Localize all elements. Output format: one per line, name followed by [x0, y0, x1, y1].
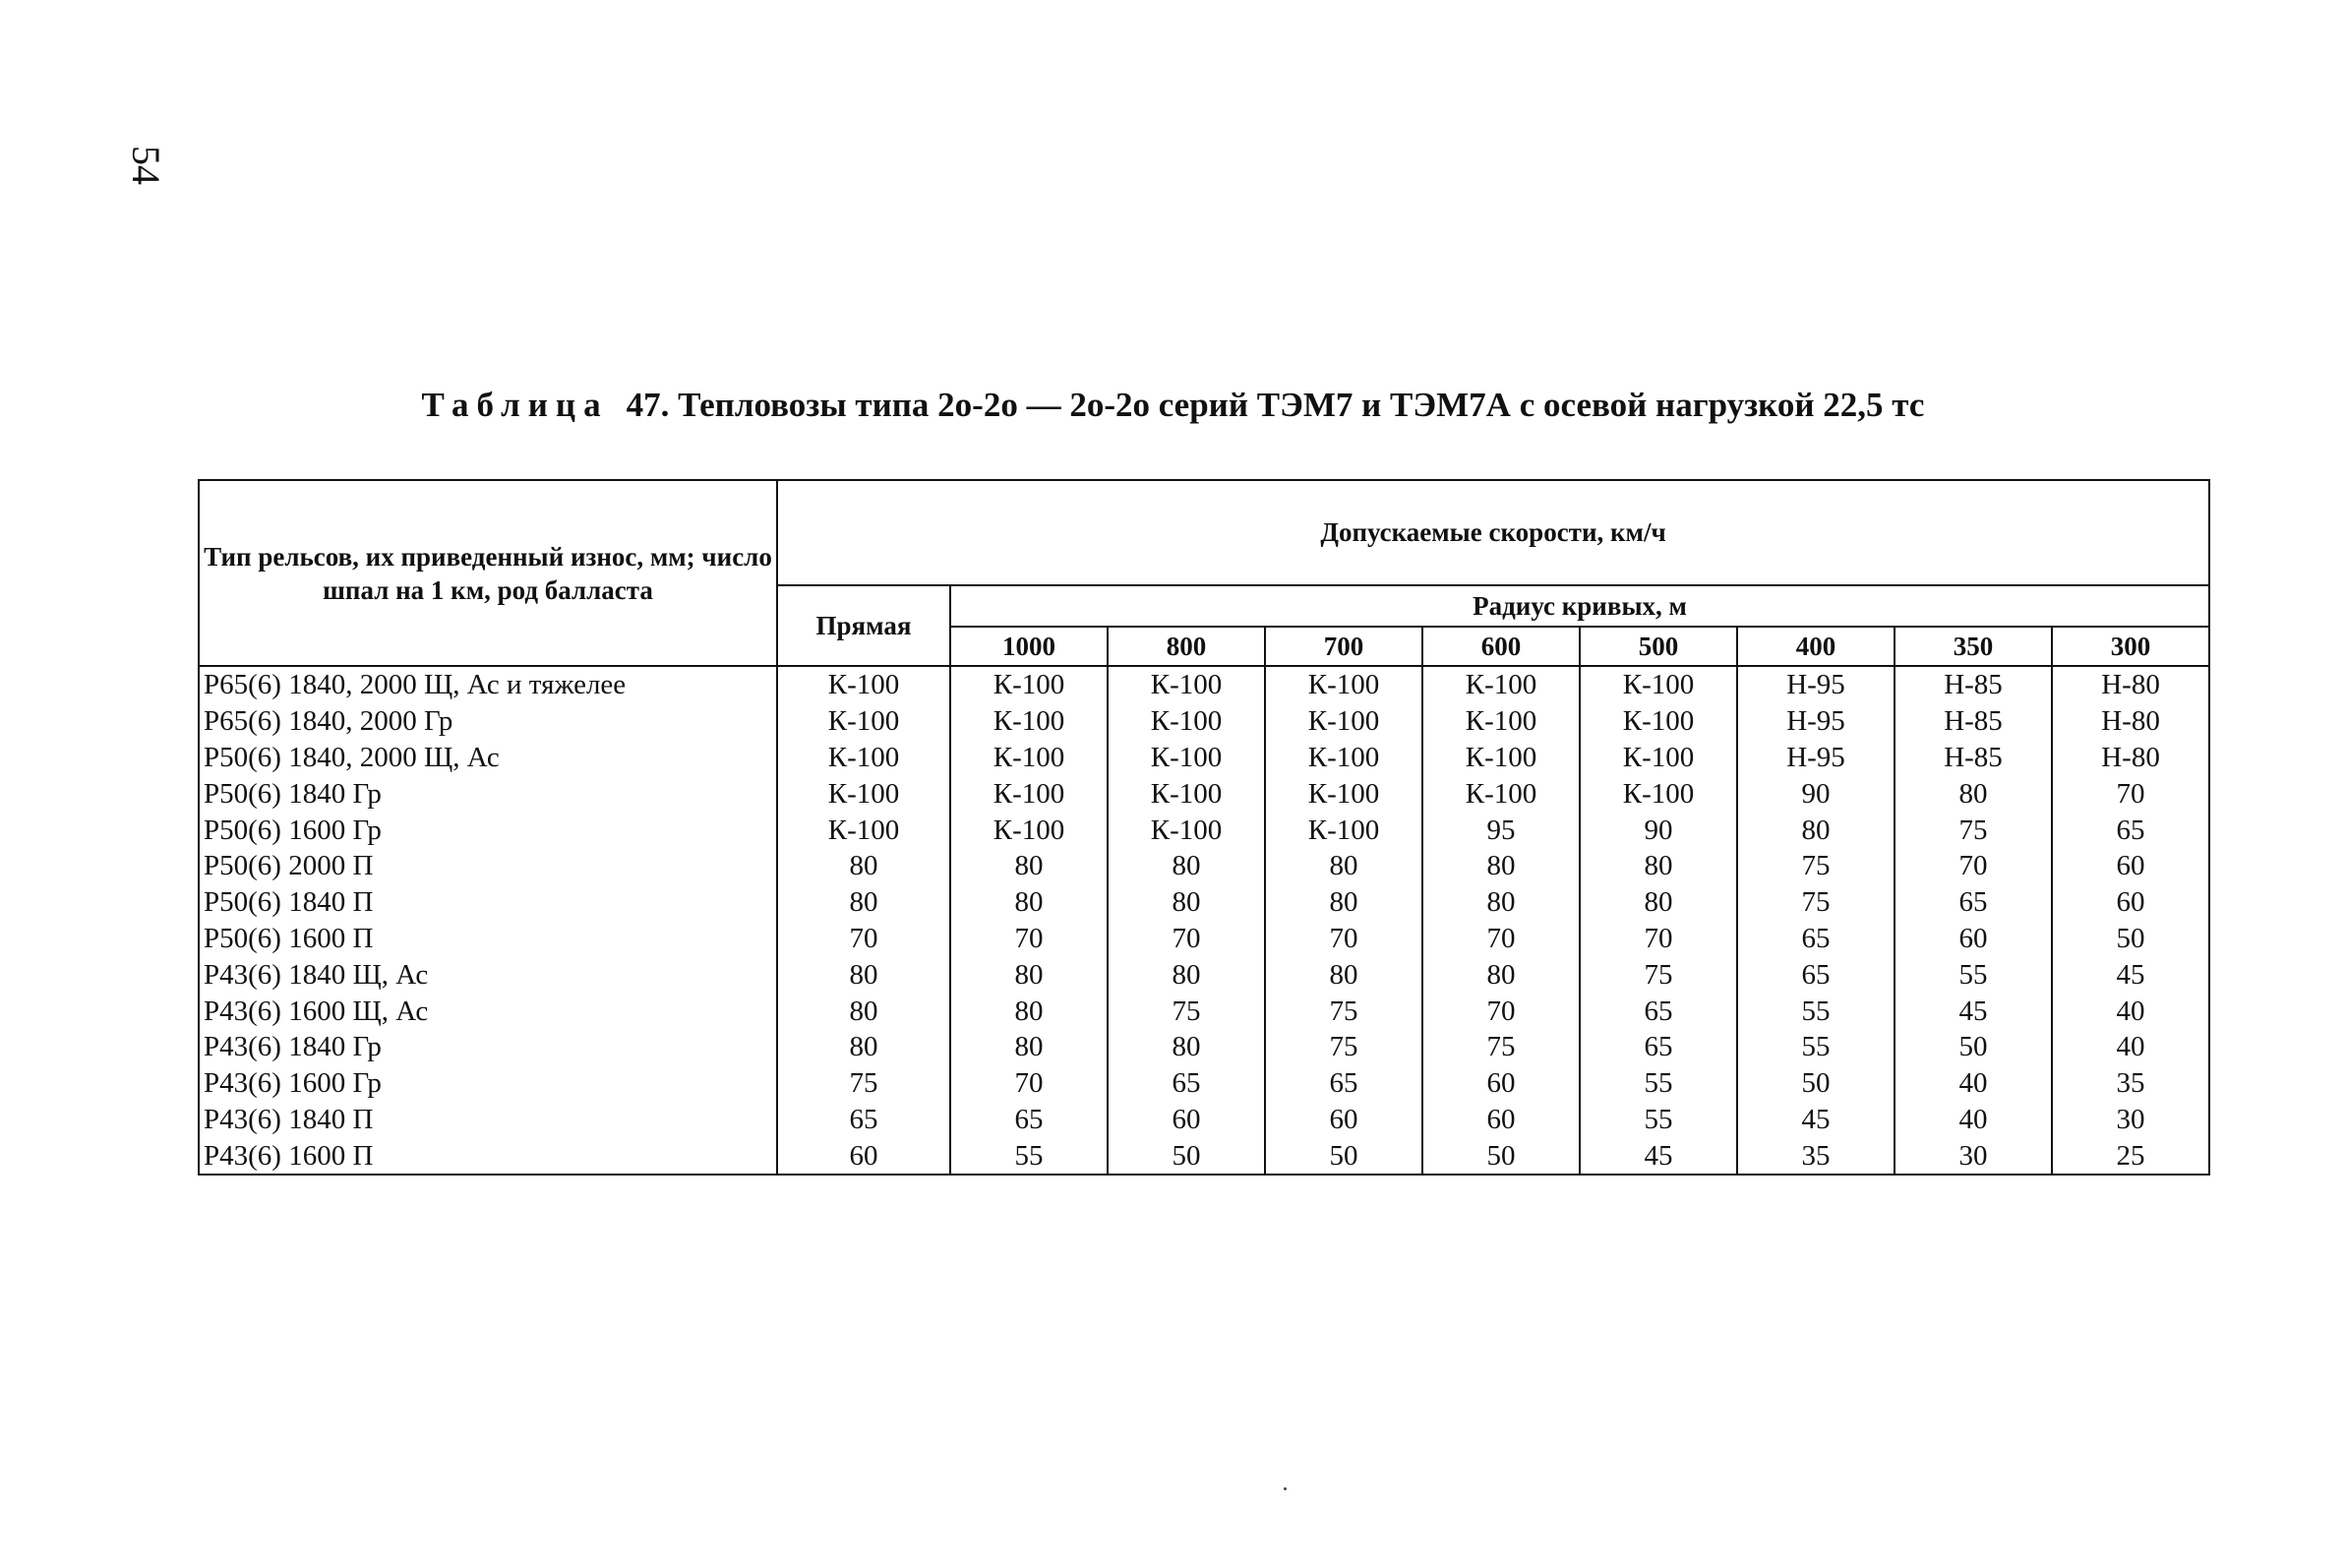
radius-column-header: 800	[1108, 627, 1265, 666]
table-title	[0, 386, 2346, 425]
curve-speed-cell: 80	[1265, 956, 1422, 993]
curve-speed-cell: К-100	[1265, 703, 1422, 740]
table-row	[199, 740, 2209, 776]
rail-type-header: Тип рельсов, их приведенный износ, мм; число шпал на 1 км, род балласта	[199, 480, 777, 666]
curve-speed-cell: 55	[1895, 956, 2052, 993]
rail-type-cell: Р65(6) 1840, 2000 Щ, Ас и тяжелее	[199, 666, 777, 703]
rail-type-cell: Р65(6) 1840, 2000 Гр	[199, 703, 777, 740]
curve-speed-cell: К-100	[1580, 703, 1737, 740]
curve-speed-cell: К-100	[1422, 775, 1580, 812]
curve-speed-cell: К-100	[1265, 812, 1422, 848]
curve-speed-cell: 60	[1895, 921, 2052, 957]
rail-type-cell: Р43(6) 1600 П	[199, 1137, 777, 1175]
curve-speed-cell: Н-80	[2052, 703, 2209, 740]
scan-dot	[1284, 1487, 1287, 1490]
curve-speed-cell: 70	[1580, 921, 1737, 957]
curve-speed-cell: 75	[1737, 884, 1895, 921]
curve-speed-cell: Н-95	[1737, 666, 1895, 703]
curve-speed-cell: 65	[2052, 812, 2209, 848]
straight-speed-cell: К-100	[777, 775, 950, 812]
curve-speed-cell: 80	[950, 956, 1108, 993]
curve-speed-cell: 70	[2052, 775, 2209, 812]
curve-speed-cell: 80	[950, 1029, 1108, 1065]
curve-speed-cell: 65	[1737, 921, 1895, 957]
curve-speed-cell: 45	[2052, 956, 2209, 993]
curve-speed-cell: 75	[1422, 1029, 1580, 1065]
table-row	[199, 1137, 2209, 1175]
curve-speed-cell: 40	[2052, 993, 2209, 1029]
curve-speed-cell: 75	[1737, 848, 1895, 884]
straight-speed-cell: К-100	[777, 703, 950, 740]
curve-radius-header: Радиус кривых, м	[950, 585, 2209, 627]
curve-speed-cell: 55	[1580, 1065, 1737, 1102]
curve-speed-cell: Н-95	[1737, 740, 1895, 776]
curve-speed-cell: 80	[1422, 956, 1580, 993]
curve-speed-cell: 65	[1108, 1065, 1265, 1102]
curve-speed-cell: 35	[1737, 1137, 1895, 1175]
curve-speed-cell: Н-80	[2052, 740, 2209, 776]
table-title-label: Таблица	[421, 386, 609, 424]
curve-speed-cell: К-100	[950, 812, 1108, 848]
curve-speed-cell: 80	[1108, 848, 1265, 884]
curve-speed-cell: К-100	[1580, 775, 1737, 812]
curve-speed-cell: К-100	[1108, 775, 1265, 812]
curve-speed-cell: 50	[1108, 1137, 1265, 1175]
table-row	[199, 884, 2209, 921]
straight-speed-cell: 80	[777, 1029, 950, 1065]
curve-speed-cell: К-100	[1108, 812, 1265, 848]
curve-speed-cell: 70	[950, 921, 1108, 957]
curve-speed-cell: 60	[2052, 884, 2209, 921]
rail-type-cell: Р43(6) 1840 Щ, Ас	[199, 956, 777, 993]
curve-speed-cell: К-100	[1422, 740, 1580, 776]
curve-speed-cell: К-100	[1108, 740, 1265, 776]
straight-header: Прямая	[777, 585, 950, 666]
table-header	[199, 480, 2209, 666]
curve-speed-cell: 45	[1895, 993, 2052, 1029]
table-row	[199, 812, 2209, 848]
curve-speed-cell: 45	[1580, 1137, 1737, 1175]
curve-speed-cell: К-100	[950, 666, 1108, 703]
rail-type-cell: Р50(6) 2000 П	[199, 848, 777, 884]
curve-speed-cell: 70	[1422, 921, 1580, 957]
speed-table	[198, 479, 2210, 1176]
curve-speed-cell: 55	[950, 1137, 1108, 1175]
curve-speed-cell: К-100	[1580, 740, 1737, 776]
curve-speed-cell: К-100	[1108, 666, 1265, 703]
radius-column-header: 1000	[950, 627, 1108, 666]
rail-type-cell: Р43(6) 1600 Щ, Ас	[199, 993, 777, 1029]
curve-speed-cell: 65	[1580, 993, 1737, 1029]
curve-speed-cell: 80	[1108, 884, 1265, 921]
radius-column-header: 300	[2052, 627, 2209, 666]
radius-column-header: 700	[1265, 627, 1422, 666]
table-row	[199, 1065, 2209, 1102]
straight-speed-cell: 80	[777, 848, 950, 884]
curve-speed-cell: 80	[1737, 812, 1895, 848]
curve-speed-cell: 50	[1737, 1065, 1895, 1102]
radius-column-header: 400	[1737, 627, 1895, 666]
curve-speed-cell: 60	[1108, 1102, 1265, 1138]
rail-type-cell: Р50(6) 1600 Гр	[199, 812, 777, 848]
curve-speed-cell: 75	[1265, 1029, 1422, 1065]
rail-type-cell: Р43(6) 1840 П	[199, 1102, 777, 1138]
curve-speed-cell: К-100	[1265, 740, 1422, 776]
straight-speed-cell: К-100	[777, 812, 950, 848]
curve-speed-cell: 80	[1265, 884, 1422, 921]
curve-speed-cell: 65	[1895, 884, 2052, 921]
curve-speed-cell: 80	[1108, 1029, 1265, 1065]
curve-speed-cell: К-100	[1422, 666, 1580, 703]
curve-speed-cell: 50	[1422, 1137, 1580, 1175]
rail-type-cell: Р43(6) 1600 Гр	[199, 1065, 777, 1102]
curve-speed-cell: 80	[1422, 884, 1580, 921]
page-number: 54	[124, 146, 168, 185]
table-row	[199, 848, 2209, 884]
straight-speed-cell: 80	[777, 956, 950, 993]
curve-speed-cell: 70	[1422, 993, 1580, 1029]
curve-speed-cell: 80	[1422, 848, 1580, 884]
table-row	[199, 993, 2209, 1029]
straight-speed-cell: 75	[777, 1065, 950, 1102]
curve-speed-cell: 60	[2052, 848, 2209, 884]
rail-type-cell: Р50(6) 1840, 2000 Щ, Ас	[199, 740, 777, 776]
curve-speed-cell: Н-85	[1895, 703, 2052, 740]
curve-speed-cell: 65	[1580, 1029, 1737, 1065]
straight-speed-cell: 70	[777, 921, 950, 957]
curve-speed-cell: К-100	[950, 775, 1108, 812]
curve-speed-cell: Н-85	[1895, 666, 2052, 703]
curve-speed-cell: 90	[1737, 775, 1895, 812]
curve-speed-cell: Н-85	[1895, 740, 2052, 776]
radius-column-header: 500	[1580, 627, 1737, 666]
curve-speed-cell: К-100	[1422, 703, 1580, 740]
rail-type-cell: Р43(6) 1840 Гр	[199, 1029, 777, 1065]
curve-speed-cell: Н-95	[1737, 703, 1895, 740]
curve-speed-cell: 80	[1265, 848, 1422, 884]
straight-speed-cell: 65	[777, 1102, 950, 1138]
curve-speed-cell: 80	[950, 848, 1108, 884]
curve-speed-cell: 70	[1108, 921, 1265, 957]
curve-speed-cell: 75	[1895, 812, 2052, 848]
curve-speed-cell: 55	[1737, 1029, 1895, 1065]
curve-speed-cell: К-100	[1580, 666, 1737, 703]
table-row	[199, 921, 2209, 957]
curve-speed-cell: 50	[1895, 1029, 2052, 1065]
straight-speed-cell: 80	[777, 993, 950, 1029]
table-row	[199, 703, 2209, 740]
curve-speed-cell: 75	[1108, 993, 1265, 1029]
radius-column-header: 600	[1422, 627, 1580, 666]
straight-speed-cell: 60	[777, 1137, 950, 1175]
straight-speed-cell: К-100	[777, 666, 950, 703]
curve-speed-cell: К-100	[950, 703, 1108, 740]
curve-speed-cell: 65	[1265, 1065, 1422, 1102]
curve-speed-cell: К-100	[1265, 775, 1422, 812]
curve-speed-cell: 70	[1895, 848, 2052, 884]
table-row	[199, 775, 2209, 812]
curve-speed-cell: 45	[1737, 1102, 1895, 1138]
curve-speed-cell: 60	[1422, 1102, 1580, 1138]
curve-speed-cell: 90	[1580, 812, 1737, 848]
straight-speed-cell: К-100	[777, 740, 950, 776]
rail-type-cell: Р50(6) 1600 П	[199, 921, 777, 957]
curve-speed-cell: 80	[950, 993, 1108, 1029]
curve-speed-cell: 80	[1895, 775, 2052, 812]
curve-speed-cell: Н-80	[2052, 666, 2209, 703]
curve-speed-cell: 30	[2052, 1102, 2209, 1138]
curve-speed-cell: К-100	[950, 740, 1108, 776]
curve-speed-cell: 80	[1580, 884, 1737, 921]
curve-speed-cell: 60	[1422, 1065, 1580, 1102]
curve-speed-cell: 65	[950, 1102, 1108, 1138]
rail-type-cell: Р50(6) 1840 П	[199, 884, 777, 921]
curve-speed-cell: 35	[2052, 1065, 2209, 1102]
curve-speed-cell: К-100	[1265, 666, 1422, 703]
table-row	[199, 1029, 2209, 1065]
curve-speed-cell: 75	[1580, 956, 1737, 993]
curve-speed-cell: 50	[2052, 921, 2209, 957]
straight-speed-cell: 80	[777, 884, 950, 921]
curve-speed-cell: 65	[1737, 956, 1895, 993]
curve-speed-cell: 80	[950, 884, 1108, 921]
curve-speed-cell: 70	[1265, 921, 1422, 957]
curve-speed-cell: 40	[2052, 1029, 2209, 1065]
allowed-speeds-header: Допускаемые скорости, км/ч	[777, 480, 2209, 585]
curve-speed-cell: 80	[1580, 848, 1737, 884]
curve-speed-cell: К-100	[1108, 703, 1265, 740]
curve-speed-cell: 70	[950, 1065, 1108, 1102]
curve-speed-cell: 55	[1580, 1102, 1737, 1138]
curve-speed-cell: 95	[1422, 812, 1580, 848]
table-row	[199, 1102, 2209, 1138]
curve-speed-cell: 80	[1108, 956, 1265, 993]
curve-speed-cell: 25	[2052, 1137, 2209, 1175]
curve-speed-cell: 75	[1265, 993, 1422, 1029]
curve-speed-cell: 30	[1895, 1137, 2052, 1175]
curve-speed-cell: 40	[1895, 1065, 2052, 1102]
table-row	[199, 666, 2209, 703]
table-row	[199, 956, 2209, 993]
table-title-text: 47. Тепловозы типа 2о-2о — 2о-2о серий ТЭМ7 и ТЭМ7А с осевой нагрузкой 22,5 тс	[626, 386, 1925, 424]
curve-speed-cell: 50	[1265, 1137, 1422, 1175]
table-body	[199, 666, 2209, 1175]
curve-speed-cell: 40	[1895, 1102, 2052, 1138]
curve-speed-cell: 60	[1265, 1102, 1422, 1138]
rail-type-cell: Р50(6) 1840 Гр	[199, 775, 777, 812]
radius-column-header: 350	[1895, 627, 2052, 666]
curve-speed-cell: 55	[1737, 993, 1895, 1029]
